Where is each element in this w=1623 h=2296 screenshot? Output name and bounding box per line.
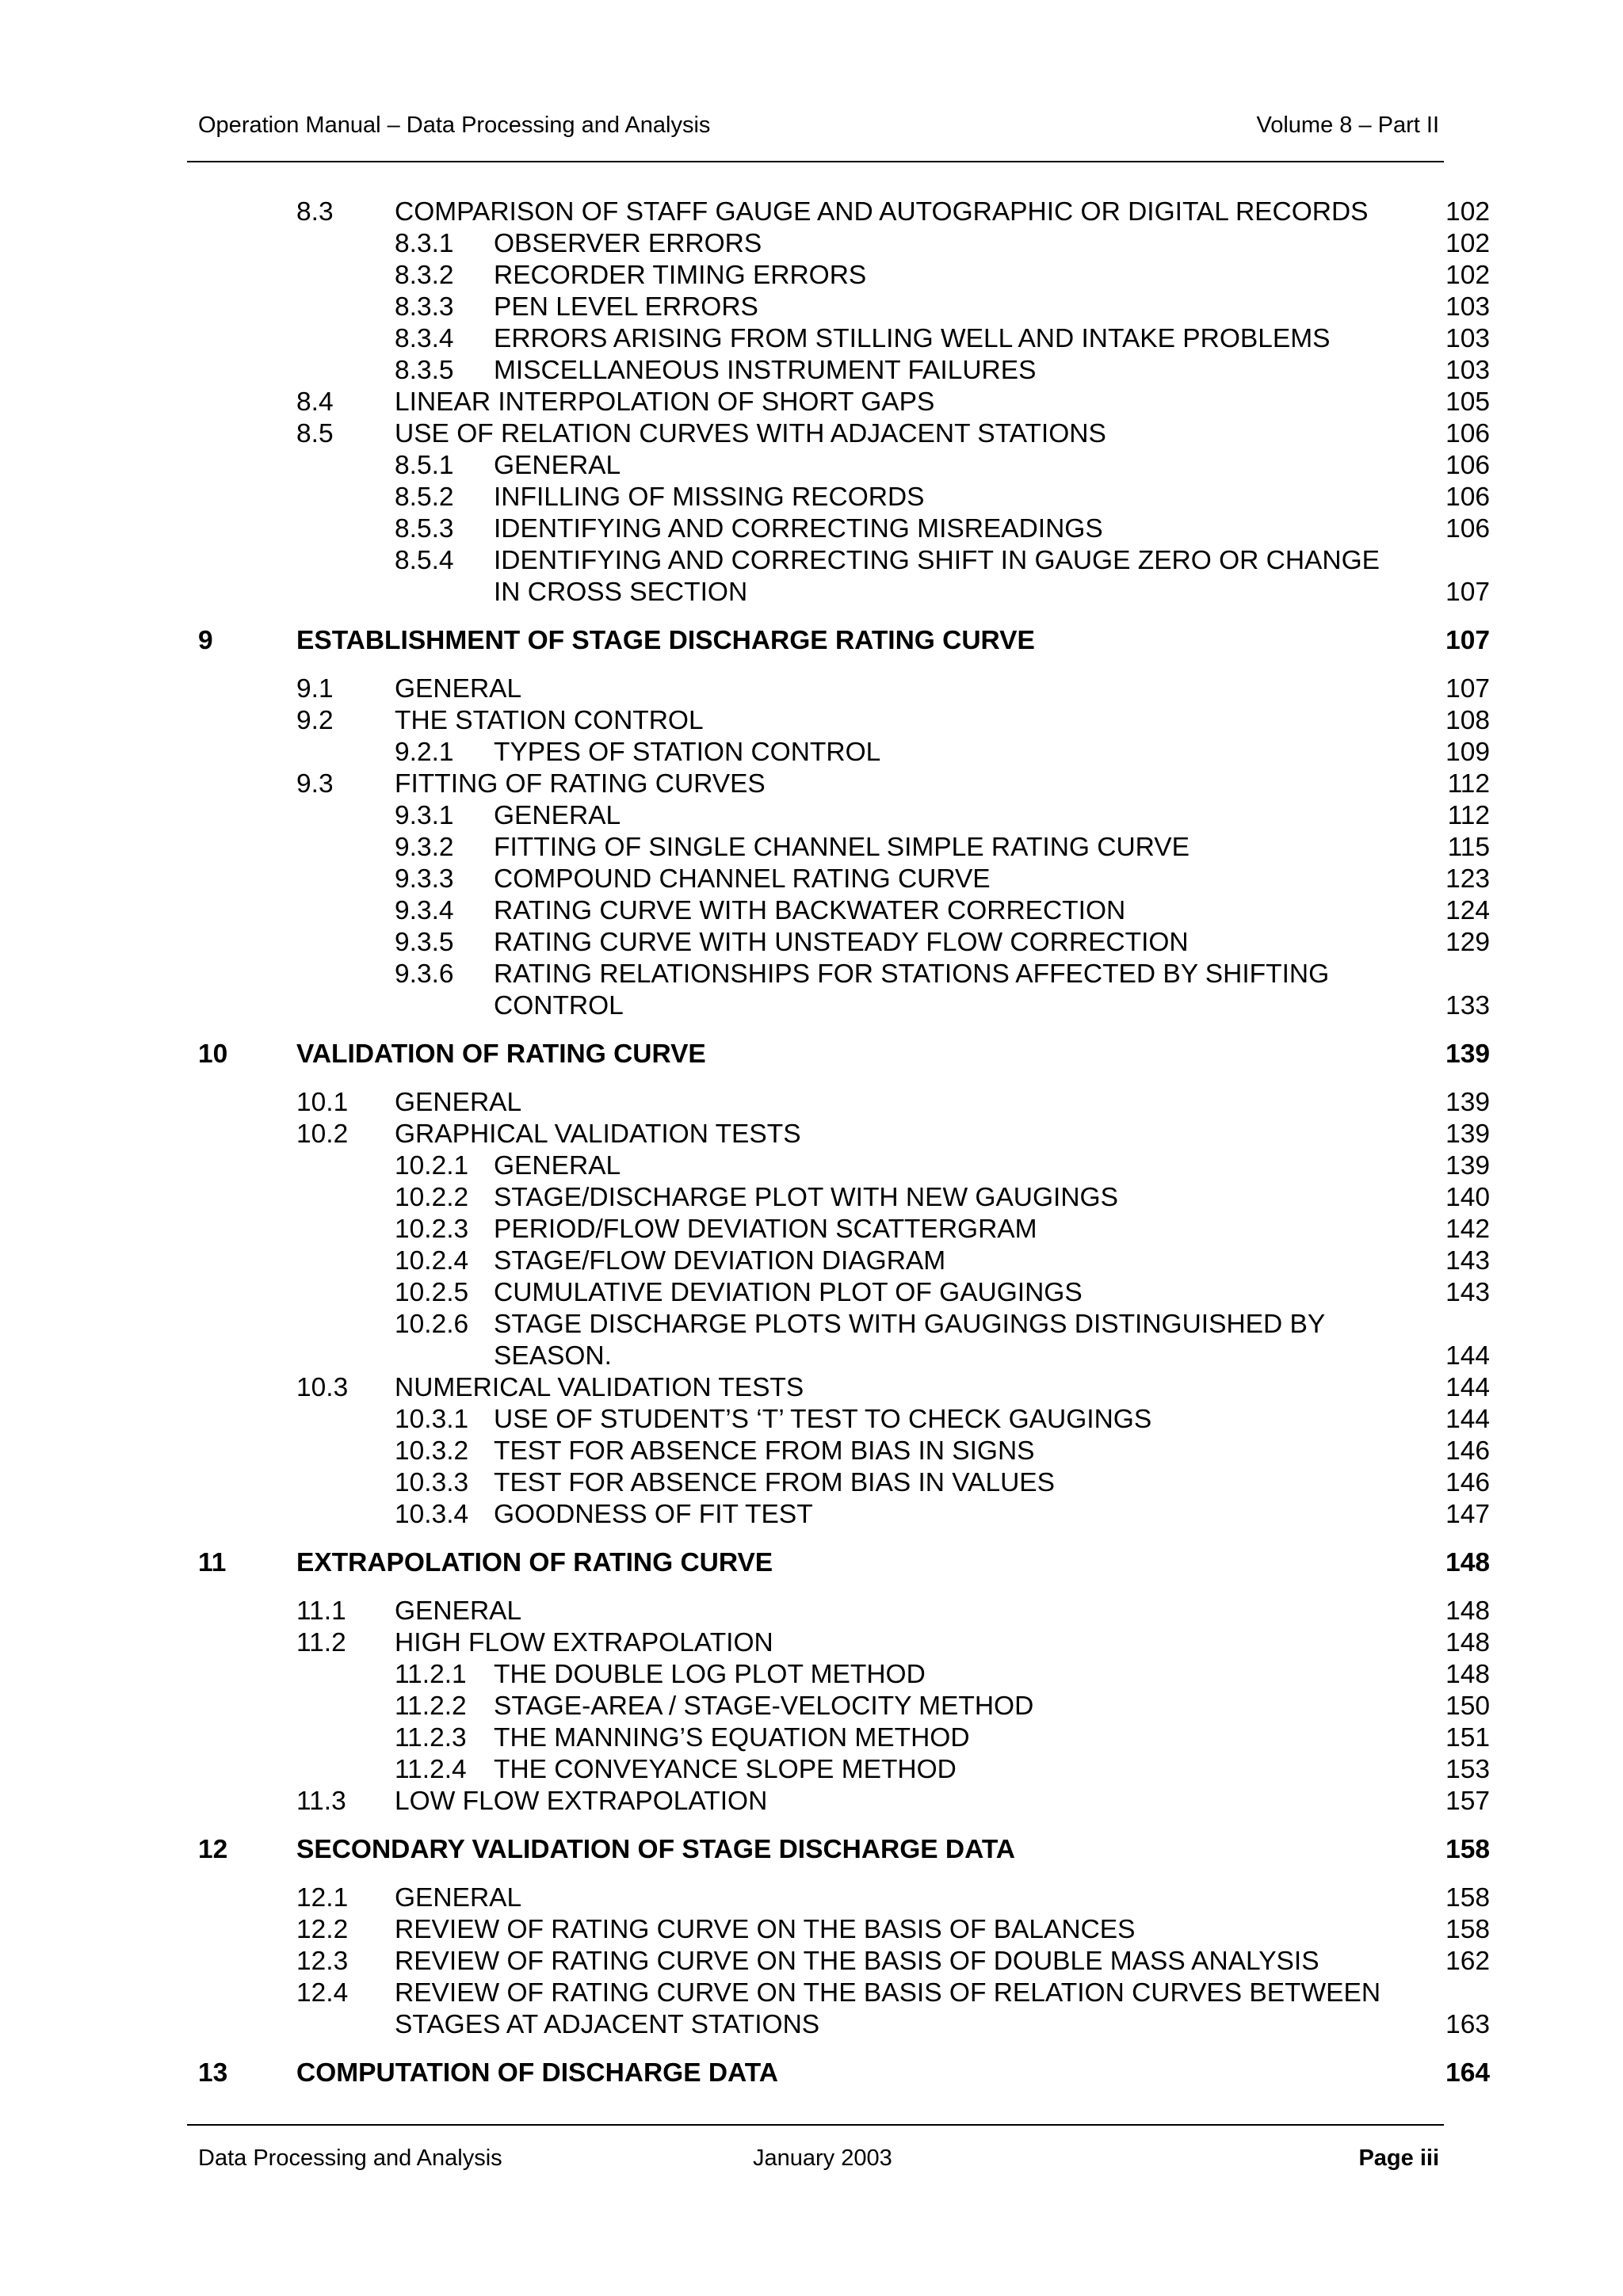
toc-section-number: 12.4	[296, 1978, 349, 2008]
toc-entry-row	[0, 292, 1623, 323]
toc-section-number: 8.3	[296, 197, 334, 227]
toc-page-number: 151	[1445, 1723, 1490, 1753]
toc-section-number: 8.3.4	[395, 324, 454, 353]
toc-section-number: 10.2	[296, 1119, 349, 1149]
toc-page-number: 103	[1445, 292, 1490, 322]
toc-entry-row	[0, 832, 1623, 864]
footer-date: January 2003	[753, 2145, 892, 2171]
toc-chapter-row	[0, 625, 1623, 657]
toc-entry-row	[0, 1596, 1623, 1627]
toc-section-title: CUMULATIVE DEVIATION PLOT OF GAUGINGS	[494, 1278, 1083, 1307]
toc-page-number: 148	[1445, 1628, 1490, 1657]
toc-entry-row	[0, 513, 1623, 545]
toc-section-number: 11	[198, 1548, 227, 1577]
toc-entry-row	[0, 577, 1623, 608]
toc-page-number: 107	[1445, 674, 1490, 704]
toc-section-title: FITTING OF SINGLE CHANNEL SIMPLE RATING CURVE	[494, 833, 1190, 862]
toc-page-number: 139	[1445, 1119, 1490, 1149]
toc-section-number: 8.3.3	[395, 292, 454, 322]
toc-page-number: 102	[1445, 197, 1490, 227]
toc-entry-row	[0, 990, 1623, 1022]
toc-section-title: STAGE/FLOW DEVIATION DIAGRAM	[494, 1246, 946, 1276]
toc-page-number: 142	[1445, 1215, 1490, 1244]
toc-section-number: 10.3.3	[395, 1468, 469, 1497]
toc-section-number: 8.5	[296, 419, 334, 448]
toc-chapter-row	[0, 1547, 1623, 1579]
toc-entry-row	[0, 1404, 1623, 1436]
toc-section-number: 9.3.4	[395, 896, 454, 925]
toc-page-number: 162	[1445, 1947, 1490, 1976]
toc-section-number: 8.5.1	[395, 451, 454, 480]
toc-section-title: THE MANNING’S EQUATION METHOD	[494, 1723, 970, 1753]
toc-page-number: 140	[1445, 1183, 1490, 1212]
toc-section-title: GENERAL	[395, 1088, 522, 1117]
toc-section-title: PERIOD/FLOW DEVIATION SCATTERGRAM	[494, 1215, 1037, 1244]
toc-entry-row	[0, 355, 1623, 387]
toc-entry-row	[0, 1467, 1623, 1499]
toc-section-title: OBSERVER ERRORS	[494, 229, 762, 258]
toc-section-title: GRAPHICAL VALIDATION TESTS	[395, 1119, 801, 1149]
toc-page-number: 144	[1445, 1341, 1490, 1371]
page-header	[198, 113, 1439, 144]
toc-page-number: 106	[1445, 482, 1490, 512]
toc-section-number: 10.3	[296, 1373, 349, 1402]
toc-page-number: 109	[1445, 738, 1490, 767]
toc-section-title: CONTROL	[494, 991, 624, 1020]
toc-section-title: STAGE-AREA / STAGE-VELOCITY METHOD	[494, 1691, 1034, 1721]
toc-section-title: LINEAR INTERPOLATION OF SHORT GAPS	[395, 387, 935, 417]
toc-chapter-row	[0, 2058, 1623, 2089]
toc-entry-row	[0, 1659, 1623, 1691]
toc-section-title: COMPARISON OF STAFF GAUGE AND AUTOGRAPHIC OR DIGITAL RECORDS	[395, 197, 1369, 227]
toc-section-title: REVIEW OF RATING CURVE ON THE BASIS OF BALANCES	[395, 1915, 1136, 1944]
toc-entry-row	[0, 1946, 1623, 1978]
toc-section-title: GENERAL	[494, 451, 621, 480]
toc-entry-row	[0, 260, 1623, 292]
toc-page-number: 164	[1445, 2058, 1490, 2088]
toc-section-number: 11.3	[296, 1787, 346, 1816]
toc-section-number: 10.2.6	[395, 1310, 469, 1339]
toc-section-title: IN CROSS SECTION	[494, 578, 748, 607]
toc-entry-row	[0, 418, 1623, 450]
toc-page-number: 103	[1445, 356, 1490, 385]
toc-page-number: 158	[1445, 1835, 1490, 1864]
toc-section-number: 9.3.5	[395, 928, 454, 957]
toc-page-number: 139	[1445, 1088, 1490, 1117]
page-footer	[198, 2145, 1439, 2177]
toc-section-number: 8.3.1	[395, 229, 454, 258]
toc-page-number: 146	[1445, 1436, 1490, 1466]
toc-entry-row	[0, 1182, 1623, 1214]
toc-section-number: 10.3.1	[395, 1405, 469, 1434]
toc-page-number: 144	[1445, 1373, 1490, 1402]
toc-section-title: USE OF RELATION CURVES WITH ADJACENT STATIONS	[395, 419, 1106, 448]
toc-section-title: ESTABLISHMENT OF STAGE DISCHARGE RATING CURVE	[296, 626, 1035, 655]
toc-section-title: COMPOUND CHANNEL RATING CURVE	[494, 864, 991, 894]
toc-section-number: 11.2.1	[395, 1660, 467, 1689]
toc-page-number: 143	[1445, 1278, 1490, 1307]
toc-entry-row	[0, 1691, 1623, 1722]
toc-page-number: 106	[1445, 514, 1490, 543]
toc-entry-row	[0, 769, 1623, 800]
toc-section-title: STAGES AT ADJACENT STATIONS	[395, 2010, 820, 2039]
toc-section-number: 9	[198, 626, 213, 655]
toc-entry-row	[0, 705, 1623, 737]
toc-page-number: 158	[1445, 1915, 1490, 1944]
toc-section-title: VALIDATION OF RATING CURVE	[296, 1039, 706, 1069]
toc-page-number: 139	[1445, 1151, 1490, 1180]
toc-section-title: EXTRAPOLATION OF RATING CURVE	[296, 1548, 773, 1577]
toc-entry-row	[0, 1214, 1623, 1245]
toc-section-number: 10	[198, 1039, 228, 1069]
toc-entry-row	[0, 800, 1623, 832]
toc-entry-row	[0, 1914, 1623, 1946]
toc-page-number: 112	[1447, 769, 1490, 799]
toc-section-title: SECONDARY VALIDATION OF STAGE DISCHARGE DATA	[296, 1835, 1016, 1864]
toc-section-title: GOODNESS OF FIT TEST	[494, 1500, 813, 1529]
toc-section-title: IDENTIFYING AND CORRECTING MISREADINGS	[494, 514, 1103, 543]
toc-section-title: COMPUTATION OF DISCHARGE DATA	[296, 2058, 778, 2088]
header-volume: Volume 8 – Part II	[1256, 113, 1439, 138]
toc-page-number: 108	[1445, 706, 1490, 735]
toc-section-title: TEST FOR ABSENCE FROM BIAS IN SIGNS	[494, 1436, 1035, 1466]
toc-section-title: THE DOUBLE LOG PLOT METHOD	[494, 1660, 926, 1689]
toc-section-title: GENERAL	[395, 1596, 522, 1626]
footer-rule	[187, 2124, 1444, 2126]
toc-page-number: 148	[1445, 1548, 1490, 1577]
footer-page-number: Page iii	[1358, 2145, 1439, 2171]
toc-page-number: 112	[1447, 801, 1490, 830]
toc-page-number: 106	[1445, 419, 1490, 448]
toc-entry-row	[0, 1087, 1623, 1119]
toc-section-number: 8.5.4	[395, 546, 454, 575]
toc-entry-row	[0, 196, 1623, 228]
toc-section-title: GENERAL	[494, 801, 621, 830]
toc-page-number: 129	[1445, 928, 1490, 957]
toc-section-number: 9.3	[296, 769, 334, 799]
toc-section-number: 13	[198, 2058, 228, 2088]
toc-entry-row	[0, 1722, 1623, 1754]
toc-entry-row	[0, 1277, 1623, 1309]
toc-section-number: 9.3.6	[395, 959, 454, 989]
toc-entry-row	[0, 323, 1623, 355]
toc-page-number: 150	[1445, 1691, 1490, 1721]
toc-entry-row	[0, 2009, 1623, 2041]
toc-entry-row	[0, 1119, 1623, 1150]
toc-entry-row	[0, 864, 1623, 895]
toc-entry-row	[0, 450, 1623, 482]
toc-section-number: 9.2.1	[395, 738, 454, 767]
toc-entry-row	[0, 895, 1623, 927]
toc-section-title: RECORDER TIMING ERRORS	[494, 261, 867, 290]
toc-page-number: 124	[1445, 896, 1490, 925]
toc-page-number: 139	[1445, 1039, 1490, 1069]
toc-entry-row	[0, 387, 1623, 418]
toc-section-title: NUMERICAL VALIDATION TESTS	[395, 1373, 804, 1402]
toc-page-number: 143	[1445, 1246, 1490, 1276]
toc-page-number: 102	[1445, 229, 1490, 258]
toc-section-number: 11.2.4	[395, 1755, 467, 1784]
toc-section-number: 9.1	[296, 674, 334, 704]
toc-page-number: 158	[1445, 1883, 1490, 1913]
toc-page-number: 107	[1445, 578, 1490, 607]
toc-page-number: 148	[1445, 1660, 1490, 1689]
toc-section-title: HIGH FLOW EXTRAPOLATION	[395, 1628, 773, 1657]
toc-section-title: FITTING OF RATING CURVES	[395, 769, 766, 799]
toc-section-title: RATING CURVE WITH UNSTEADY FLOW CORRECTION	[494, 928, 1189, 957]
toc-section-number: 10.3.4	[395, 1500, 469, 1529]
toc-section-number: 10.2.4	[395, 1246, 469, 1276]
toc-section-title: THE CONVEYANCE SLOPE METHOD	[494, 1755, 957, 1784]
toc-entry-row	[0, 545, 1623, 577]
toc-section-title: LOW FLOW EXTRAPOLATION	[395, 1787, 768, 1816]
toc-section-number: 10.3.2	[395, 1436, 469, 1466]
toc-section-number: 12.3	[296, 1947, 349, 1976]
toc-section-title: TEST FOR ABSENCE FROM BIAS IN VALUES	[494, 1468, 1055, 1497]
toc-entry-row	[0, 1499, 1623, 1531]
toc-entry-row	[0, 228, 1623, 260]
toc-page-number: 102	[1445, 261, 1490, 290]
toc-page-number: 147	[1445, 1500, 1490, 1529]
toc-entry-row	[0, 1436, 1623, 1467]
toc-section-number: 9.2	[296, 706, 334, 735]
toc-section-title: MISCELLANEOUS INSTRUMENT FAILURES	[494, 356, 1037, 385]
toc-section-number: 8.3.2	[395, 261, 454, 290]
toc-section-title: REVIEW OF RATING CURVE ON THE BASIS OF DOUBLE MASS ANALYSIS	[395, 1947, 1319, 1976]
toc-section-title: RATING CURVE WITH BACKWATER CORRECTION	[494, 896, 1126, 925]
toc-section-number: 11.2	[296, 1628, 346, 1657]
toc-section-number: 12	[198, 1835, 228, 1864]
toc-entry-row	[0, 1309, 1623, 1341]
toc-section-title: SEASON.	[494, 1341, 612, 1371]
header-rule	[187, 161, 1444, 162]
toc-page-number: 123	[1445, 864, 1490, 894]
toc-page-number: 157	[1445, 1787, 1490, 1816]
toc-section-number: 8.4	[296, 387, 334, 417]
toc-page-number: 105	[1445, 387, 1490, 417]
toc-section-title: STAGE/DISCHARGE PLOT WITH NEW GAUGINGS	[494, 1183, 1118, 1212]
toc-page-number: 163	[1445, 2010, 1490, 2039]
toc-chapter-row	[0, 1039, 1623, 1070]
toc-section-number: 11.2.3	[395, 1723, 467, 1753]
toc-section-number: 10.2.2	[395, 1183, 469, 1212]
toc-entry-row	[0, 1150, 1623, 1182]
toc-section-title: RATING RELATIONSHIPS FOR STATIONS AFFECTED BY SHIFTING	[494, 959, 1330, 989]
toc-section-title: TYPES OF STATION CONTROL	[494, 738, 881, 767]
toc-section-title: STAGE DISCHARGE PLOTS WITH GAUGINGS DISTINGUISHED BY	[494, 1310, 1326, 1339]
toc-page-number: 144	[1445, 1405, 1490, 1434]
toc-entry-row	[0, 959, 1623, 990]
toc-chapter-row	[0, 1834, 1623, 1866]
toc-section-title: GENERAL	[395, 674, 522, 704]
toc-entry-row	[0, 1245, 1623, 1277]
toc-page-number: 146	[1445, 1468, 1490, 1497]
toc-entry-row	[0, 927, 1623, 959]
toc-section-number: 12.1	[296, 1883, 349, 1913]
toc-section-number: 8.5.2	[395, 482, 454, 512]
toc-entry-row	[0, 1627, 1623, 1659]
toc-entry-row	[0, 673, 1623, 705]
footer-title: Data Processing and Analysis	[198, 2145, 502, 2171]
toc-page-number: 106	[1445, 451, 1490, 480]
toc-section-number: 10.2.5	[395, 1278, 469, 1307]
toc-section-number: 11.1	[296, 1596, 346, 1626]
toc-section-title: GENERAL	[494, 1151, 621, 1180]
toc-page-number: 153	[1445, 1755, 1490, 1784]
toc-page-number: 148	[1445, 1596, 1490, 1626]
toc-entry-row	[0, 737, 1623, 769]
toc-entry-row	[0, 1372, 1623, 1404]
toc-section-number: 8.3.5	[395, 356, 454, 385]
toc-section-number: 12.2	[296, 1915, 349, 1944]
toc-entry-row	[0, 1786, 1623, 1817]
toc-section-title: INFILLING OF MISSING RECORDS	[494, 482, 925, 512]
toc-section-title: USE OF STUDENT’S ‘T’ TEST TO CHECK GAUGINGS	[494, 1405, 1152, 1434]
toc-entry-row	[0, 1882, 1623, 1914]
toc-section-number: 11.2.2	[395, 1691, 467, 1721]
toc-section-number: 8.5.3	[395, 514, 454, 543]
toc-section-number: 9.3.2	[395, 833, 454, 862]
toc-entry-row	[0, 1341, 1623, 1372]
toc-section-title: ERRORS ARISING FROM STILLING WELL AND INTAKE PROBLEMS	[494, 324, 1331, 353]
toc-section-number: 10.1	[296, 1088, 349, 1117]
toc-entry-row	[0, 1754, 1623, 1786]
toc-page-number: 115	[1447, 833, 1490, 862]
toc-section-title: REVIEW OF RATING CURVE ON THE BASIS OF RELATION CURVES BETWEEN	[395, 1978, 1381, 2008]
toc-section-title: THE STATION CONTROL	[395, 706, 704, 735]
toc-section-title: IDENTIFYING AND CORRECTING SHIFT IN GAUGE ZERO OR CHANGE	[494, 546, 1380, 575]
toc-page-number: 103	[1445, 324, 1490, 353]
toc-section-title: PEN LEVEL ERRORS	[494, 292, 758, 322]
toc-entry-row	[0, 482, 1623, 513]
toc-section-number: 10.2.3	[395, 1215, 469, 1244]
toc-page-number: 107	[1445, 626, 1490, 655]
toc-section-title: GENERAL	[395, 1883, 522, 1913]
toc-page-number: 133	[1445, 991, 1490, 1020]
toc-section-number: 9.3.1	[395, 801, 454, 830]
header-document-title: Operation Manual – Data Processing and Analysis	[198, 113, 711, 138]
toc-entry-row	[0, 1978, 1623, 2009]
toc-section-number: 10.2.1	[395, 1151, 469, 1180]
toc-section-number: 9.3.3	[395, 864, 454, 894]
